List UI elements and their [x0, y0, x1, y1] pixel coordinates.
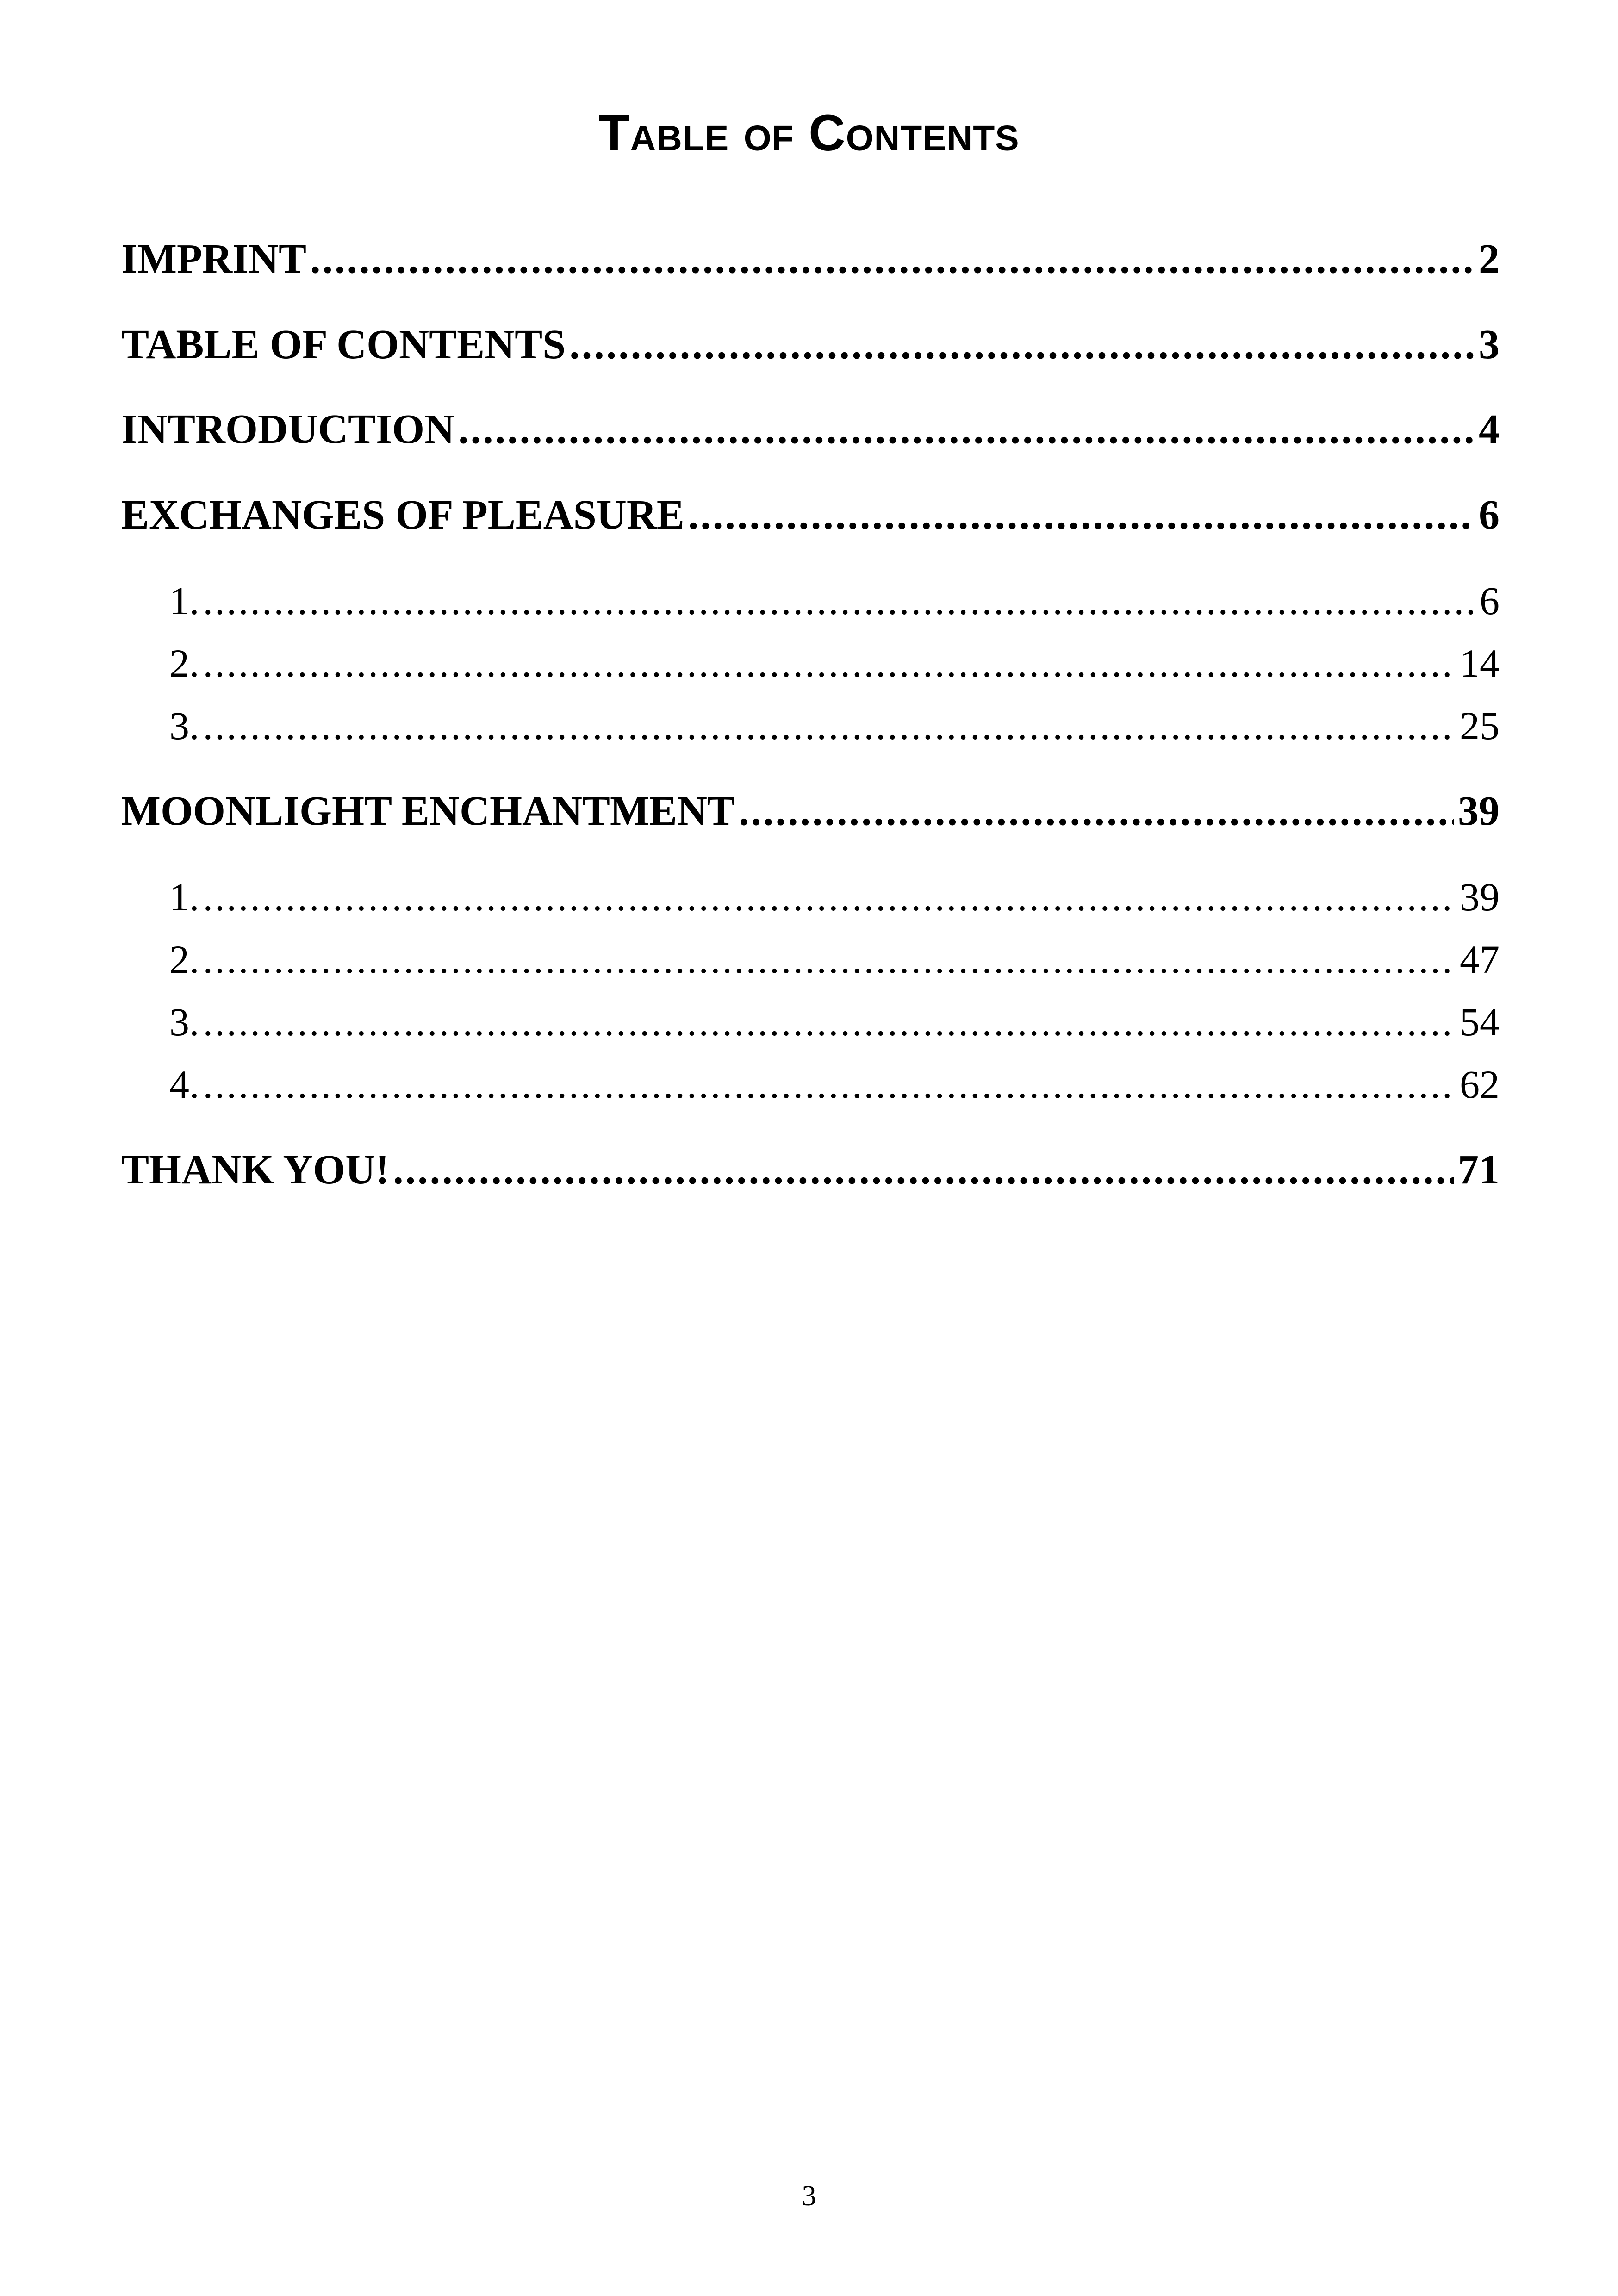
toc-entry-label: THANK YOU!	[121, 1147, 390, 1193]
toc-subentry[interactable]	[121, 573, 1500, 628]
toc-subentry[interactable]	[121, 1057, 1500, 1112]
toc-dot-leader	[203, 932, 1456, 987]
toc-entry-page: 54	[1460, 1000, 1500, 1044]
toc-dot-leader	[569, 317, 1475, 373]
toc-entry-label: MOONLIGHT ENCHANTMENT	[121, 788, 735, 834]
page-number: 3	[802, 2180, 816, 2212]
toc-subentry[interactable]	[121, 869, 1500, 925]
toc-dot-leader	[203, 573, 1476, 628]
toc-dot-leader	[203, 1057, 1456, 1112]
toc-entry-page: 6	[1480, 579, 1500, 623]
toc-dot-leader	[739, 784, 1454, 839]
toc-entry-page: 71	[1458, 1147, 1500, 1193]
toc-entry-label: 2.	[169, 641, 199, 685]
toc-entry-page: 6	[1479, 492, 1500, 538]
toc-dot-leader	[393, 1142, 1454, 1198]
toc-entry-moonlight-enchantment[interactable]	[121, 784, 1500, 839]
toc-subentry[interactable]	[121, 994, 1500, 1050]
toc-entry-introduction[interactable]	[121, 402, 1500, 457]
toc-entry-label: IMPRINT	[121, 236, 306, 282]
toc-subentry[interactable]	[121, 698, 1500, 753]
toc-dot-leader	[203, 994, 1456, 1050]
toc-entry-imprint[interactable]	[121, 231, 1500, 287]
toc-entry-page: 47	[1460, 937, 1500, 982]
page-title: Table of Contents	[598, 105, 1020, 162]
toc-dot-leader	[203, 869, 1456, 925]
toc-entry-label: EXCHANGES OF PLEASURE	[121, 492, 685, 538]
toc-entry-exchanges-of-pleasure[interactable]	[121, 487, 1500, 543]
toc-entry-label: 2.	[169, 937, 199, 982]
toc-dot-leader	[203, 698, 1456, 753]
toc-entry-page: 4	[1479, 406, 1500, 452]
toc-entry-page: 3	[1479, 322, 1500, 367]
toc-entry-label: 4.	[169, 1062, 199, 1107]
toc-entry-page: 14	[1460, 641, 1500, 685]
toc-entry-page: 62	[1460, 1062, 1500, 1107]
toc-entry-table-of-contents[interactable]	[121, 317, 1500, 373]
toc-dot-leader	[688, 487, 1475, 543]
toc-entry-page: 39	[1458, 788, 1500, 834]
toc-entry-page: 2	[1479, 236, 1500, 282]
toc-dot-leader	[203, 635, 1456, 691]
toc-subentry[interactable]	[121, 635, 1500, 691]
toc-entry-label: 3.	[169, 703, 199, 748]
toc-entry-label: 1.	[169, 875, 199, 919]
toc-entry-label: 3.	[169, 1000, 199, 1044]
toc-subentry[interactable]	[121, 932, 1500, 987]
toc-entry-page: 25	[1460, 703, 1500, 748]
toc-dot-leader	[310, 231, 1475, 287]
toc-entry-label: INTRODUCTION	[121, 406, 455, 452]
toc-entry-label: 1.	[169, 579, 199, 623]
toc-entry-page: 39	[1460, 875, 1500, 919]
toc-dot-leader	[458, 402, 1475, 457]
toc-entry-thank-you[interactable]	[121, 1142, 1500, 1198]
toc-entry-label: TABLE OF CONTENTS	[121, 322, 566, 367]
